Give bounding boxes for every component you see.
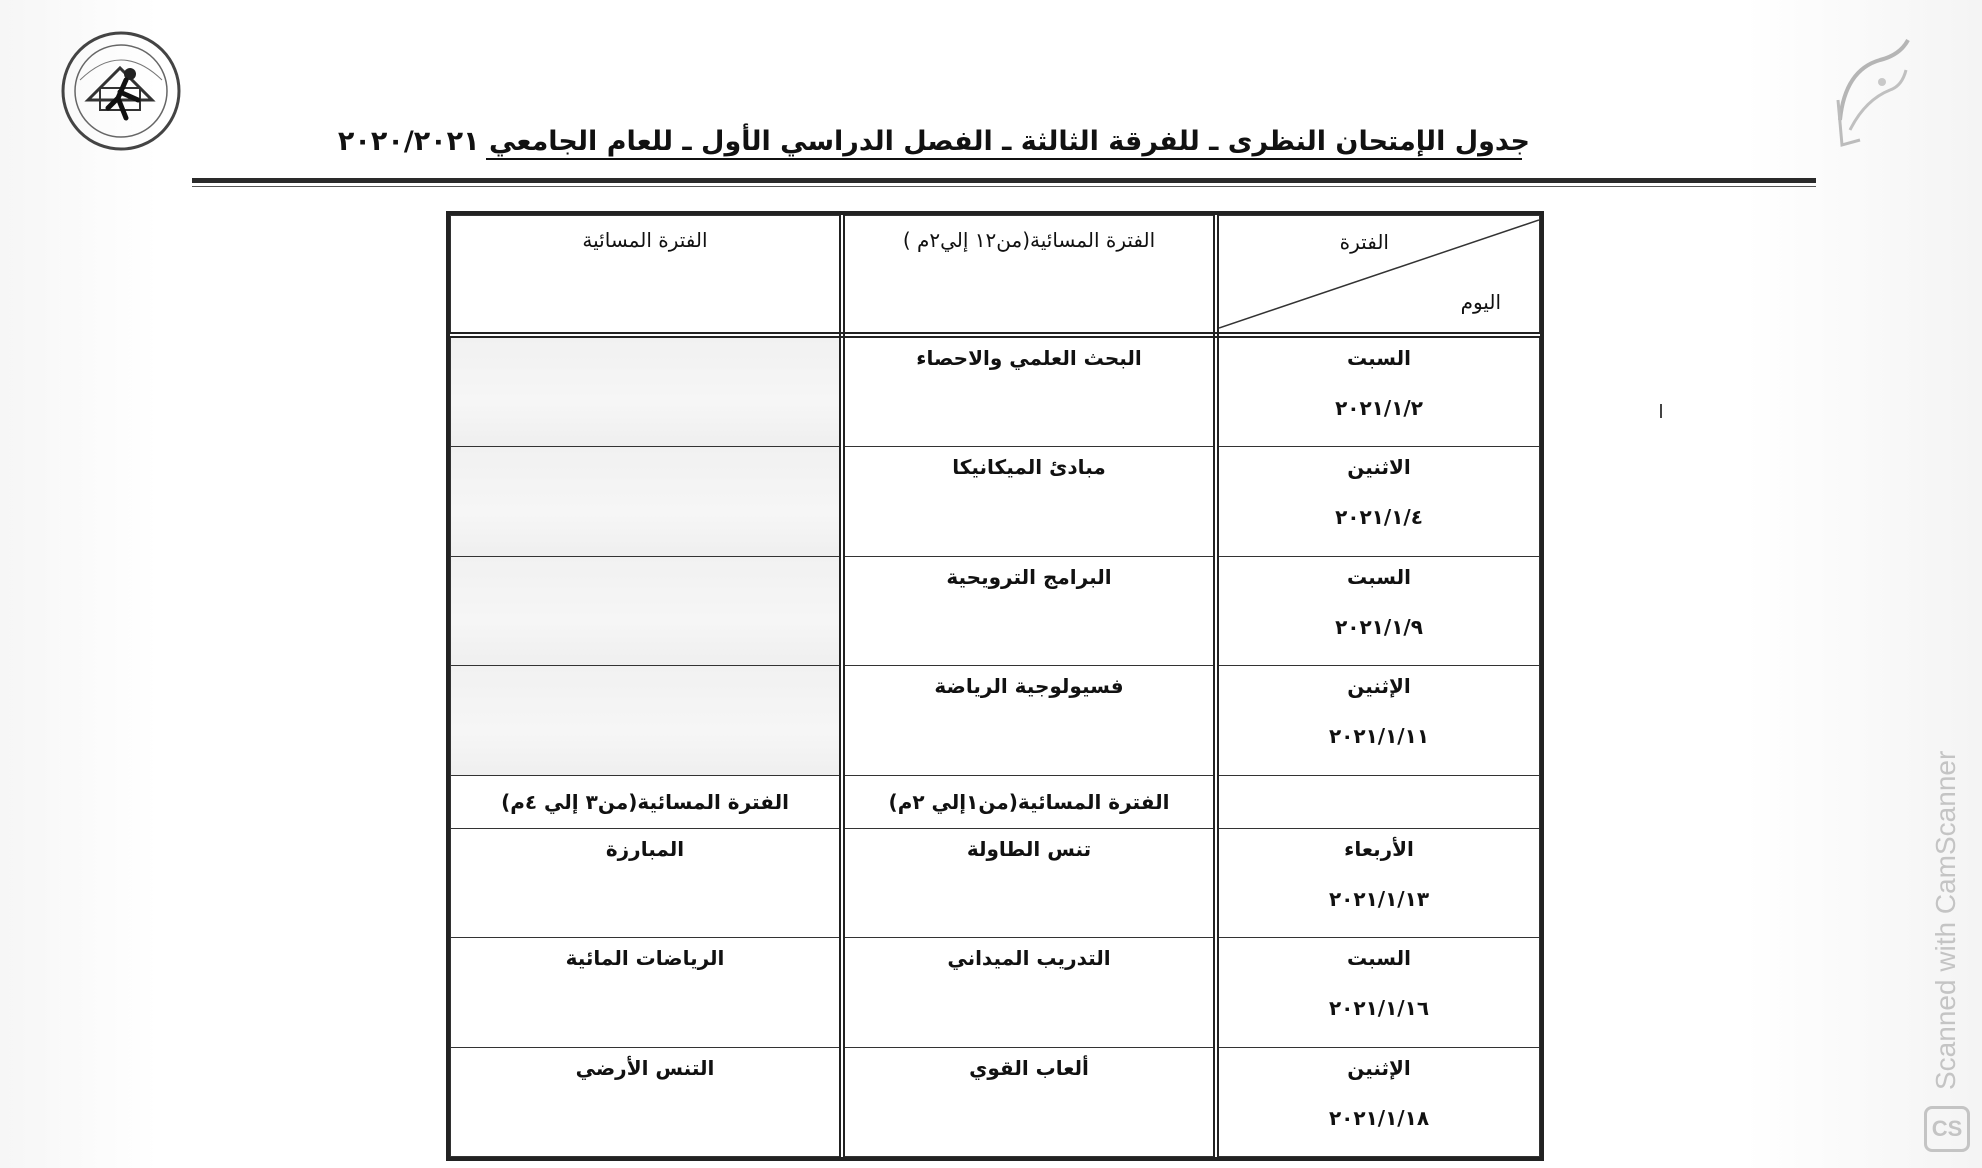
table-row [451,447,1540,556]
day-name: السبت [1346,346,1412,370]
day-cell [1216,828,1540,937]
subject-cell [842,1047,1216,1156]
table-row [451,828,1540,937]
subject-name: التدريب الميداني [947,946,1111,971]
day-cell [1216,666,1540,775]
subject-cell [451,1047,843,1156]
title-underline [486,158,1522,160]
day-name: الأربعاء [1344,836,1414,861]
day-cell [1216,447,1540,556]
header-midday-period [842,216,1216,336]
day-name: السبت [1346,946,1412,971]
corner-header-cell [1216,216,1540,336]
table-row [451,1047,1540,1156]
exam-date: ٢٠٢١/١/٢ [1335,396,1423,420]
day-name: السبت [1346,564,1412,589]
subject-name: مبادئ الميكانيكا [952,455,1106,480]
exam-date: ٢٠٢١/١/٤ [1335,505,1423,530]
exam-date: ٢٠٢١/١/١٣ [1328,886,1430,911]
sub-header-day-cell [1216,775,1540,828]
scanner-watermark: Scanned with CamScanner [1930,750,1961,1090]
subject-name: فسيولوجية الرياضة [934,674,1124,699]
subject-cell [451,938,843,1047]
subject-name: ألعاب القوي [969,1055,1089,1080]
sub-header-row [451,775,1540,828]
table-row [451,938,1540,1047]
page-title: جدول الإمتحان النظرى ـ للفرقة الثالثة ـ الفصل الدراسي الأول ـ للعام الجامعي ٢٠٢٠/٢٠٢١ [337,126,1530,157]
camscanner-badge-icon: CS [1924,1106,1970,1152]
day-name: الإثنين [1347,1055,1411,1080]
subject-cell [842,335,1216,447]
stray-mark [1660,404,1662,418]
exam-date: ٢٠٢١/١/١٨ [1328,1105,1430,1130]
day-name: الاثنين [1347,455,1411,480]
exam-date: ٢٠٢١/١/١١ [1328,724,1430,749]
table-row [451,556,1540,665]
subject-name: المبارزة [605,836,685,861]
period-label: الفترة [1339,230,1389,254]
header-midday-label: الفترة المسائية(من١٢ إلي٢م ) [902,228,1156,252]
empty-cell [451,556,843,665]
university-emblem-icon [1820,30,1920,160]
subject-cell [842,666,1216,775]
subject-cell [842,556,1216,665]
subject-name: الرياضات المائية [565,946,725,971]
empty-cell [451,666,843,775]
table-row [451,335,1540,447]
exam-date: ٢٠٢١/١/٩ [1335,614,1423,639]
subject-name: البرامج الترويحية [946,564,1112,589]
table-row [451,666,1540,775]
header-divider-thin [192,186,1816,187]
exam-schedule-table [446,211,1544,1161]
sub-header-evening-period: الفترة المسائية(من٣ إلي ٤م) [451,775,843,828]
table-header-row [451,216,1540,336]
day-cell [1216,1047,1540,1156]
faculty-logo-icon [60,30,182,152]
sub-header-midday-period: الفترة المسائية(من١إلي ٢م) [842,775,1216,828]
header-divider [192,178,1816,183]
subject-cell [842,447,1216,556]
header-evening-label: الفترة المسائية [582,228,708,252]
subject-cell [842,828,1216,937]
day-cell [1216,335,1540,447]
day-cell [1216,938,1540,1047]
subject-cell [451,828,843,937]
empty-cell [451,335,843,447]
header-evening-period [451,216,843,336]
day-name: الإثنين [1347,674,1411,699]
subject-name: البحث العلمي والاحصاء [916,346,1142,370]
subject-name: تنس الطاولة [966,836,1092,861]
exam-date: ٢٠٢١/١/١٦ [1328,996,1430,1021]
empty-cell [451,447,843,556]
subject-cell [842,938,1216,1047]
subject-name: التنس الأرضي [575,1055,715,1080]
day-label: اليوم [1460,290,1501,314]
day-cell [1216,556,1540,665]
